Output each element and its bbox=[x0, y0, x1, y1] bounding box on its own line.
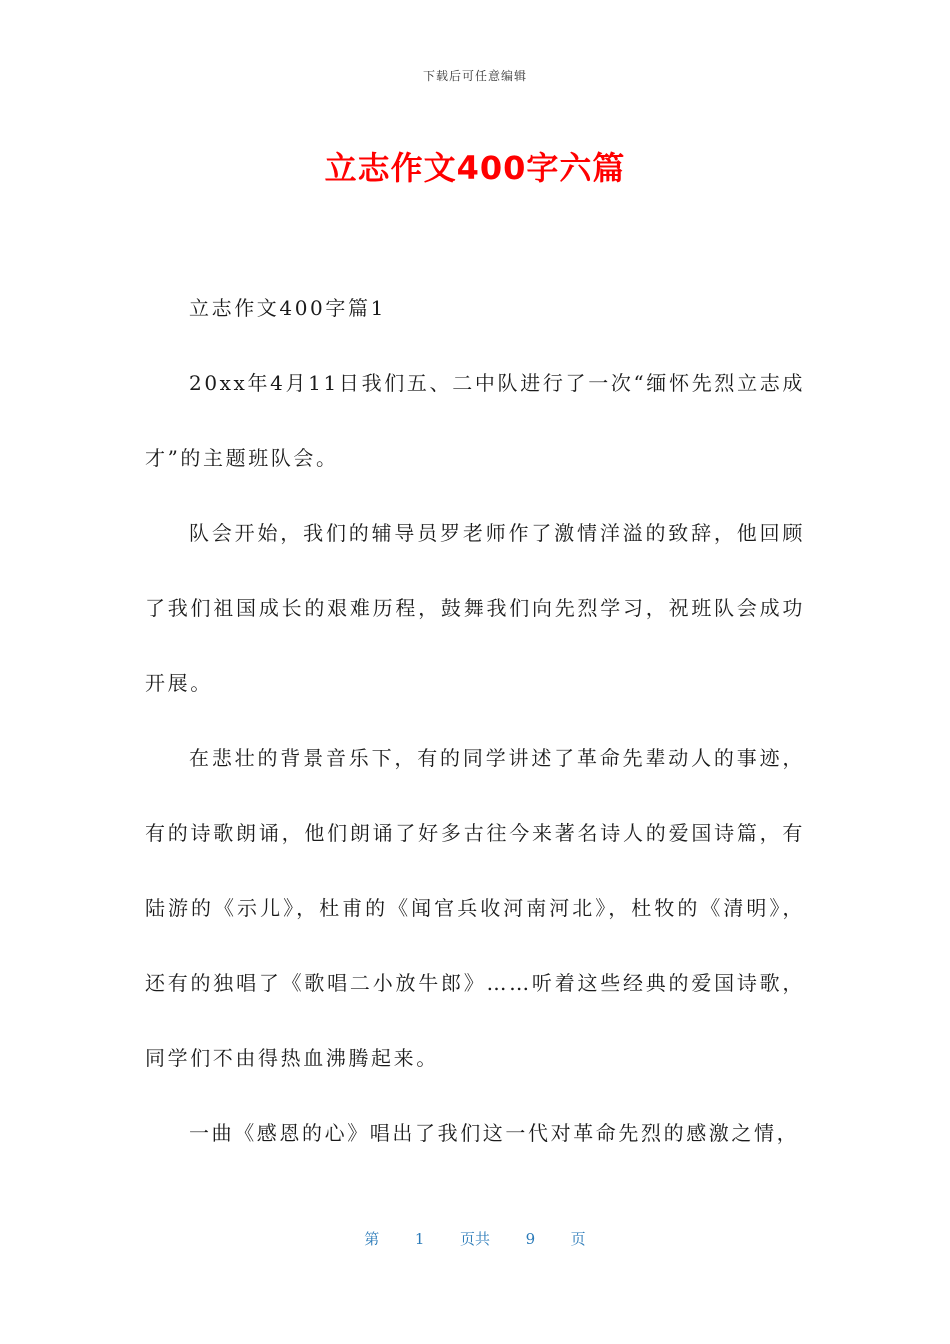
paragraph: 队会开始，我们的辅导员罗老师作了激情洋溢的致辞，他回顾了我们祖国成长的艰难历程，鼓舞我们向先烈学习，祝班队会成功开展。 bbox=[145, 521, 805, 695]
paragraph: 在悲壮的背景音乐下，有的同学讲述了革命先辈动人的事迹，有的诗歌朗诵，他们朗诵了好多古往今来著名诗人的爱国诗篇，有陆游的《示儿》，杜甫的《闻官兵收河南河北》，杜牧的《清明》，还有的独唱了《歌唱二小放牛郎》……听着这些经典的爱国诗歌，同学们不由得热血沸腾起来。 bbox=[145, 746, 805, 1070]
document-title: 立志作文400字六篇 bbox=[324, 149, 626, 187]
page-current: 1 bbox=[414, 1230, 425, 1248]
page-total: 9 bbox=[525, 1230, 536, 1248]
document-body bbox=[145, 271, 805, 1171]
section-heading: 立志作文400字篇1 bbox=[189, 296, 386, 320]
paragraph: 一曲《感恩的心》唱出了我们这一代对革命先烈的感激之情， bbox=[189, 1121, 800, 1145]
header-note: 下载后可任意编辑 bbox=[422, 69, 527, 83]
page-prefix: 第 bbox=[364, 1230, 380, 1248]
page-footer bbox=[0, 1228, 950, 1249]
page-middle: 页共 bbox=[459, 1230, 490, 1248]
page-suffix: 页 bbox=[570, 1230, 586, 1248]
paragraph: 20xx年4月11日我们五、二中队进行了一次“缅怀先烈立志成才”的主题班队会。 bbox=[145, 371, 805, 470]
